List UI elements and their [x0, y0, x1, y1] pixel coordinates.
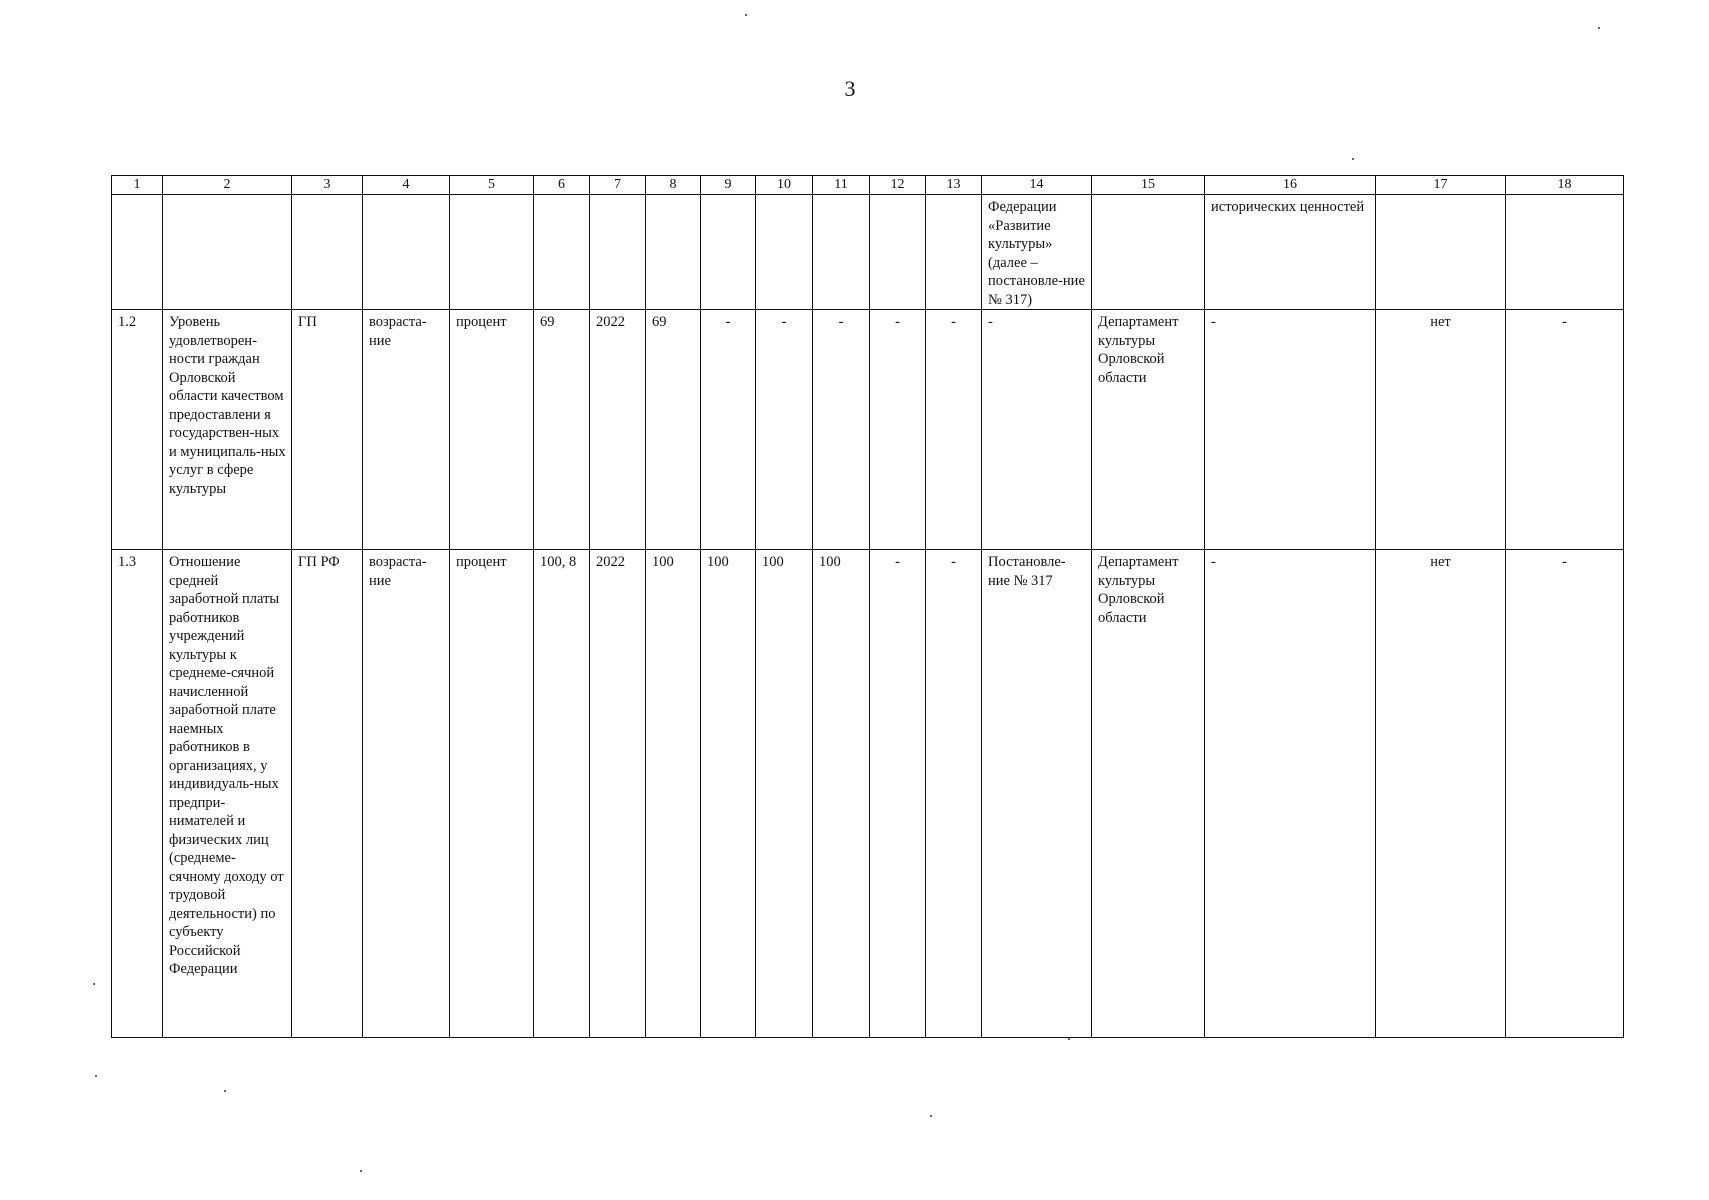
cell-indicator-name: Уровень удовлетворен-ности граждан Орловской области качеством предоставлени я государствен-ных и муниципаль-ных услуг в сфере культуры — [163, 310, 292, 550]
cell-number: 1.2 — [112, 310, 163, 550]
column-header: 4 — [363, 176, 450, 195]
cell-trend: возраста-ние — [363, 310, 450, 550]
scan-speck — [360, 1170, 362, 1172]
cell-value — [646, 195, 701, 310]
cell-base-value: 69 — [534, 310, 590, 550]
column-header: 1 — [112, 176, 163, 195]
cell-info — [1506, 195, 1624, 310]
column-header: 8 — [646, 176, 701, 195]
column-header: 3 — [292, 176, 363, 195]
cell-value: 100 — [646, 550, 701, 1038]
cell-link: - — [1205, 310, 1376, 550]
column-header: 6 — [534, 176, 590, 195]
cell-number: 1.3 — [112, 550, 163, 1038]
column-header: 12 — [870, 176, 926, 195]
cell-value: - — [813, 310, 870, 550]
cell-level — [292, 195, 363, 310]
table-row — [112, 195, 1624, 310]
scan-speck — [930, 1115, 932, 1117]
cell-value: - — [926, 550, 982, 1038]
cell-value: - — [870, 310, 926, 550]
cell-info: - — [1506, 310, 1624, 550]
cell-value: 100 — [701, 550, 756, 1038]
column-header: 5 — [450, 176, 534, 195]
scan-speck — [1068, 1038, 1070, 1040]
column-header: 7 — [590, 176, 646, 195]
cell-value: - — [926, 310, 982, 550]
column-header: 9 — [701, 176, 756, 195]
scan-speck — [95, 1075, 97, 1077]
cell-level: ГП РФ — [292, 550, 363, 1038]
cell-flag — [1376, 195, 1506, 310]
cell-value: 100 — [756, 550, 813, 1038]
column-header: 17 — [1376, 176, 1506, 195]
cell-link: исторических ценностей — [1205, 195, 1376, 310]
cell-responsible — [1092, 195, 1205, 310]
column-header: 18 — [1506, 176, 1624, 195]
cell-indicator-name — [163, 195, 292, 310]
cell-value — [756, 195, 813, 310]
cell-link: - — [1205, 550, 1376, 1038]
column-header: 10 — [756, 176, 813, 195]
cell-flag: нет — [1376, 310, 1506, 550]
cell-document: Федерации «Развитие культуры» (далее – постановле-ние № 317) — [982, 195, 1092, 310]
scan-speck — [1352, 158, 1354, 160]
cell-value — [870, 195, 926, 310]
cell-value: - — [756, 310, 813, 550]
cell-base-year — [590, 195, 646, 310]
cell-unit: процент — [450, 310, 534, 550]
cell-responsible: Департамент культуры Орловской области — [1092, 550, 1205, 1038]
cell-flag: нет — [1376, 550, 1506, 1038]
cell-value: - — [701, 310, 756, 550]
column-header: 15 — [1092, 176, 1205, 195]
column-header: 14 — [982, 176, 1092, 195]
cell-responsible: Департамент культуры Орловской области — [1092, 310, 1205, 550]
cell-value: 69 — [646, 310, 701, 550]
scan-speck — [224, 1090, 226, 1092]
cell-level: ГП — [292, 310, 363, 550]
column-header: 13 — [926, 176, 982, 195]
cell-number — [112, 195, 163, 310]
column-header: 16 — [1205, 176, 1376, 195]
cell-value — [813, 195, 870, 310]
scan-speck — [1598, 27, 1600, 29]
cell-trend: возраста-ние — [363, 550, 450, 1038]
cell-unit: процент — [450, 550, 534, 1038]
table-row — [112, 310, 1624, 550]
cell-base-year: 2022 — [590, 550, 646, 1038]
column-number-row — [112, 176, 1624, 195]
cell-base-year: 2022 — [590, 310, 646, 550]
scan-speck — [745, 14, 747, 16]
scan-speck — [93, 983, 95, 985]
column-header: 2 — [163, 176, 292, 195]
cell-value: - — [870, 550, 926, 1038]
cell-trend — [363, 195, 450, 310]
cell-document: - — [982, 310, 1092, 550]
cell-document: Постановле-ние № 317 — [982, 550, 1092, 1038]
column-header: 11 — [813, 176, 870, 195]
table-row — [112, 550, 1624, 1038]
cell-info: - — [1506, 550, 1624, 1038]
cell-value — [701, 195, 756, 310]
cell-value: 100 — [813, 550, 870, 1038]
cell-value — [926, 195, 982, 310]
cell-base-value — [534, 195, 590, 310]
cell-base-value: 100, 8 — [534, 550, 590, 1038]
cell-indicator-name: Отношение средней заработной платы работников учреждений культуры к среднеме-сячной начисленной заработной плате наемных работников в организациях, у индивидуаль-ных предпри-нимателей и физических лиц (среднеме-сячному доходу от трудовой деятельности) по субъекту Российской Федерации — [163, 550, 292, 1038]
indicators-table — [111, 175, 1624, 1038]
cell-unit — [450, 195, 534, 310]
page-number: 3 — [844, 76, 856, 101]
